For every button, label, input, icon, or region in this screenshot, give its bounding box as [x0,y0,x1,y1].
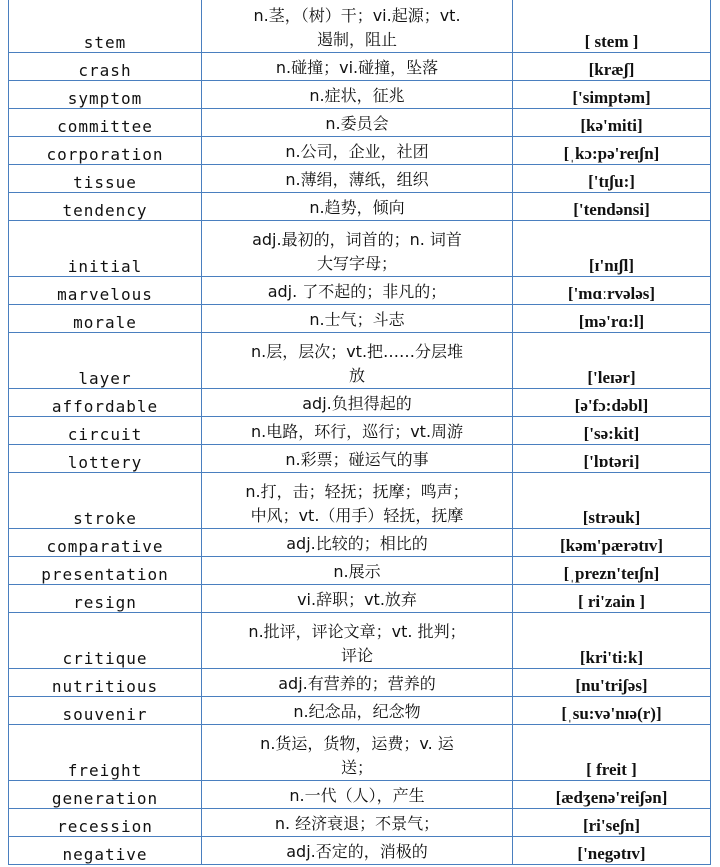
phonetic-cell: [ freit ] [513,725,711,781]
table-row [9,305,711,333]
table-row [9,529,711,557]
table-row [9,837,711,865]
word-cell: resign [9,585,202,613]
table-row [9,53,711,81]
meaning-cell: n. 经济衰退；不景气； [202,809,513,837]
word-cell: comparative [9,529,202,557]
phonetic-cell: [ stem ] [513,0,711,53]
phonetic-cell: ['mɑːrvələs] [513,277,711,305]
table-row [9,221,711,277]
word-cell: stroke [9,473,202,529]
vocabulary-table-body [9,0,711,865]
word-cell: tissue [9,165,202,193]
phonetic-cell: [mə'rɑ:l] [513,305,711,333]
meaning-cell: n.一代（人），产生 [202,781,513,809]
meaning-cell: adj.否定的，消极的 [202,837,513,865]
meaning-cell: n.茎，（树）干；vi.起源；vt. 遏制，阻止 [202,0,513,53]
phonetic-cell: [ə'fɔ:dəbl] [513,389,711,417]
phonetic-cell: ['simptəm] [513,81,711,109]
meaning-cell: n.碰撞；vi.碰撞，坠落 [202,53,513,81]
word-cell: recession [9,809,202,837]
word-cell: committee [9,109,202,137]
word-cell: presentation [9,557,202,585]
meaning-cell: vi.辞职；vt.放弃 [202,585,513,613]
table-row [9,557,711,585]
phonetic-cell: [kə'miti] [513,109,711,137]
word-cell: circuit [9,417,202,445]
word-cell: lottery [9,445,202,473]
table-row [9,277,711,305]
table-row [9,669,711,697]
table-row [9,389,711,417]
meaning-cell: n.层，层次；vt.把……分层堆 放 [202,333,513,389]
table-row [9,165,711,193]
table-row [9,0,711,53]
table-row [9,417,711,445]
word-cell: stem [9,0,202,53]
word-cell: souvenir [9,697,202,725]
phonetic-cell: ['tendənsi] [513,193,711,221]
word-cell: morale [9,305,202,333]
phonetic-cell: [kri'ti:k] [513,613,711,669]
meaning-cell: n.委员会 [202,109,513,137]
table-row [9,445,711,473]
table-row [9,781,711,809]
word-cell: negative [9,837,202,865]
meaning-cell: n.薄绢，薄纸，组织 [202,165,513,193]
phonetic-cell: [ˌkɔ:pə'reɪʃn] [513,137,711,165]
meaning-cell: n.趋势，倾向 [202,193,513,221]
word-cell: crash [9,53,202,81]
phonetic-cell: ['negətɪv] [513,837,711,865]
phonetic-cell: ['lɒtəri] [513,445,711,473]
word-cell: critique [9,613,202,669]
phonetic-cell: [ædʒenə'reiʃən] [513,781,711,809]
word-cell: layer [9,333,202,389]
meaning-cell: n.症状，征兆 [202,81,513,109]
phonetic-cell: [ˌprezn'teɪʃn] [513,557,711,585]
phonetic-cell: [ˌsu:və'nɪə(r)] [513,697,711,725]
table-row [9,809,711,837]
word-cell: generation [9,781,202,809]
word-cell: corporation [9,137,202,165]
meaning-cell: n.打，击；轻抚；抚摩；鸣声； 中风；vt.（用手）轻抚，抚摩 [202,473,513,529]
table-row [9,473,711,529]
meaning-cell: n.士气；斗志 [202,305,513,333]
meaning-cell: adj.比较的；相比的 [202,529,513,557]
phonetic-cell: ['sə:kit] [513,417,711,445]
word-cell: nutritious [9,669,202,697]
meaning-cell: n.彩票；碰运气的事 [202,445,513,473]
table-row [9,109,711,137]
phonetic-cell: [kræʃ] [513,53,711,81]
meaning-cell: n.公司，企业，社团 [202,137,513,165]
table-row [9,193,711,221]
phonetic-cell: ['leɪər] [513,333,711,389]
table-row [9,697,711,725]
word-cell: affordable [9,389,202,417]
vocabulary-table [8,0,711,865]
table-row [9,725,711,781]
meaning-cell: adj. 了不起的；非凡的； [202,277,513,305]
phonetic-cell: [ ri'zain ] [513,585,711,613]
table-row [9,613,711,669]
meaning-cell: adj.负担得起的 [202,389,513,417]
meaning-cell: adj.最初的，词首的；n. 词首 大写字母； [202,221,513,277]
phonetic-cell: [nu'triʃəs] [513,669,711,697]
table-row [9,333,711,389]
phonetic-cell: [strəuk] [513,473,711,529]
phonetic-cell: [ri'seʃn] [513,809,711,837]
word-cell: freight [9,725,202,781]
table-row [9,137,711,165]
meaning-cell: n.展示 [202,557,513,585]
meaning-cell: n.纪念品，纪念物 [202,697,513,725]
meaning-cell: n.批评，评论文章；vt. 批判； 评论 [202,613,513,669]
meaning-cell: n.货运，货物，运费；v. 运 送； [202,725,513,781]
meaning-cell: adj.有营养的；营养的 [202,669,513,697]
word-cell: initial [9,221,202,277]
phonetic-cell: [ɪ'nɪʃl] [513,221,711,277]
phonetic-cell: [kəm'pærətɪv] [513,529,711,557]
table-row [9,585,711,613]
word-cell: marvelous [9,277,202,305]
meaning-cell: n.电路，环行，巡行；vt.周游 [202,417,513,445]
table-row [9,81,711,109]
phonetic-cell: ['tɪʃu:] [513,165,711,193]
word-cell: symptom [9,81,202,109]
word-cell: tendency [9,193,202,221]
